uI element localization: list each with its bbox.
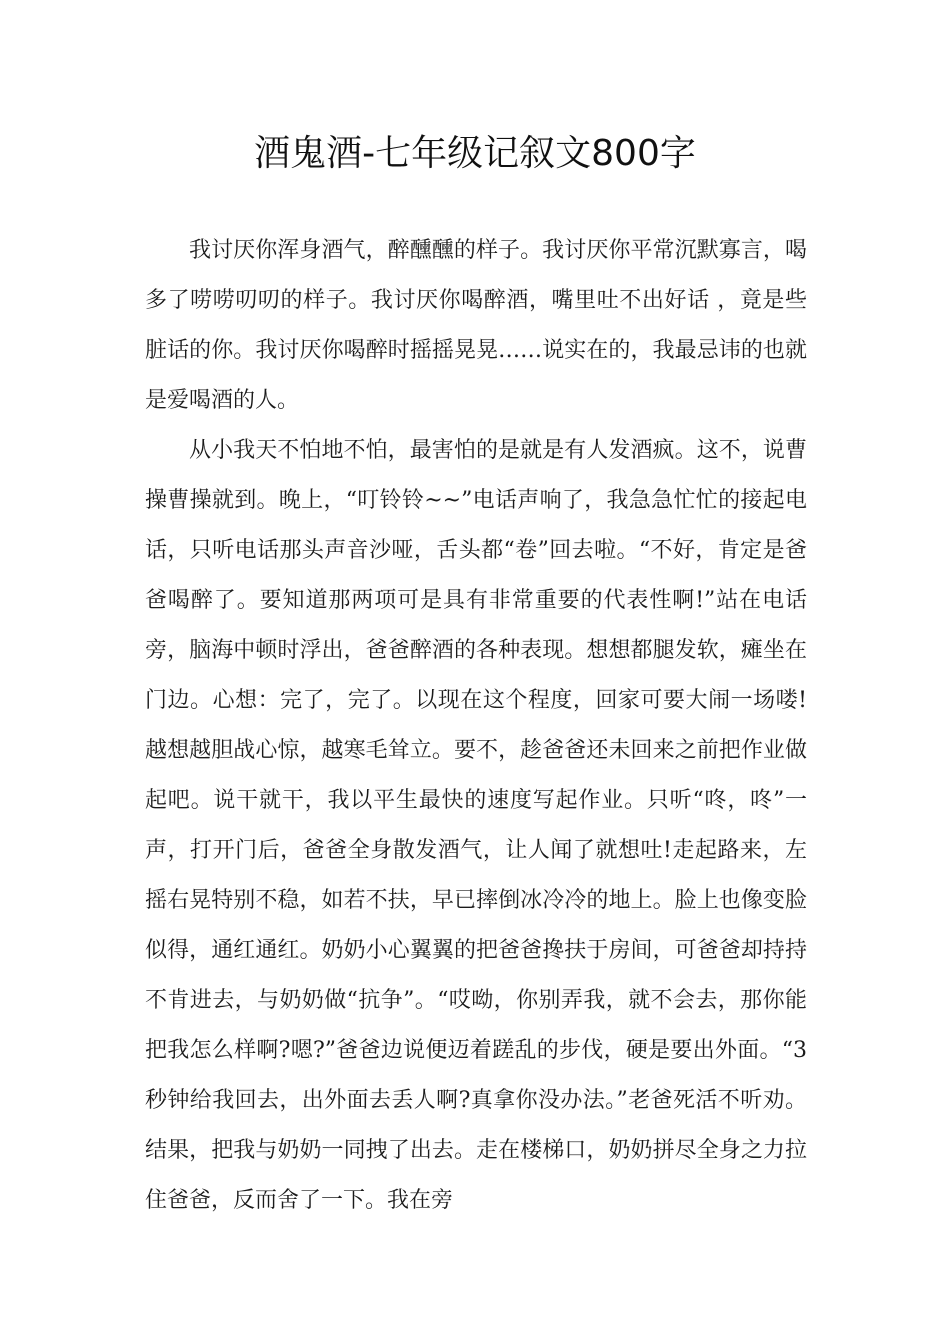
document-body bbox=[145, 226, 807, 1226]
document-title: 酒鬼酒-七年级记叙文800字 bbox=[254, 133, 696, 174]
paragraph-2: 从小我天不怕地不怕，最害怕的是就是有人发酒疯。这不，说曹操曹操就到。晚上，“叮铃铃~~”电话声响了，我急急忙忙的接起电话，只听电话那头声音沙哑，舌头都“卷”回去啦。“不好，肯定是爸爸喝醉了。要知道那两项可是具有非常重要的代表性啊!”站在电话旁，脑海中顿时浮出，爸爸醉酒的各种表现。想想都腿发软，瘫坐在门边。心想：完了，完了。以现在这个程度，回家可要大闹一场喽!越想越胆战心惊，越寒毛耸立。要不，趁爸爸还未回来之前把作业做起吧。说干就干，我以平生最快的速度写起作业。只听“咚，咚”一声，打开门后，爸爸全身散发酒气，让人闻了就想吐!走起路来，左摇右晃特别不稳，如若不扶，早已摔倒冰冷冷的地上。脸上也像变脸似得，通红通红。奶奶小心翼翼的把爸爸搀扶于房间，可爸爸却持持不肯进去，与奶奶做“抗争”。“哎呦，你别弄我，就不会去，那你能把我怎么样啊?嗯?”爸爸边说便迈着蹉乱的步伐，硬是要出外面。“3秒钟给我回去，出外面去丢人啊?真拿你没办法。”老爸死活不听劝。结果，把我与奶奶一同拽了出去。走在楼梯口，奶奶拼尽全身之力拉住爸爸，反而舍了一下。我在旁 bbox=[145, 438, 807, 1213]
paragraph-1: 我讨厌你浑身酒气，醉醺醺的样子。我讨厌你平常沉默寡言，喝多了唠唠叨叨的样子。我讨厌你喝醉酒，嘴里吐不出好话 ，竟是些脏话的你。我讨厌你喝醉时摇摇晃晃……说实在的，我最忌讳的也就是爱喝酒的人。 bbox=[145, 238, 807, 413]
